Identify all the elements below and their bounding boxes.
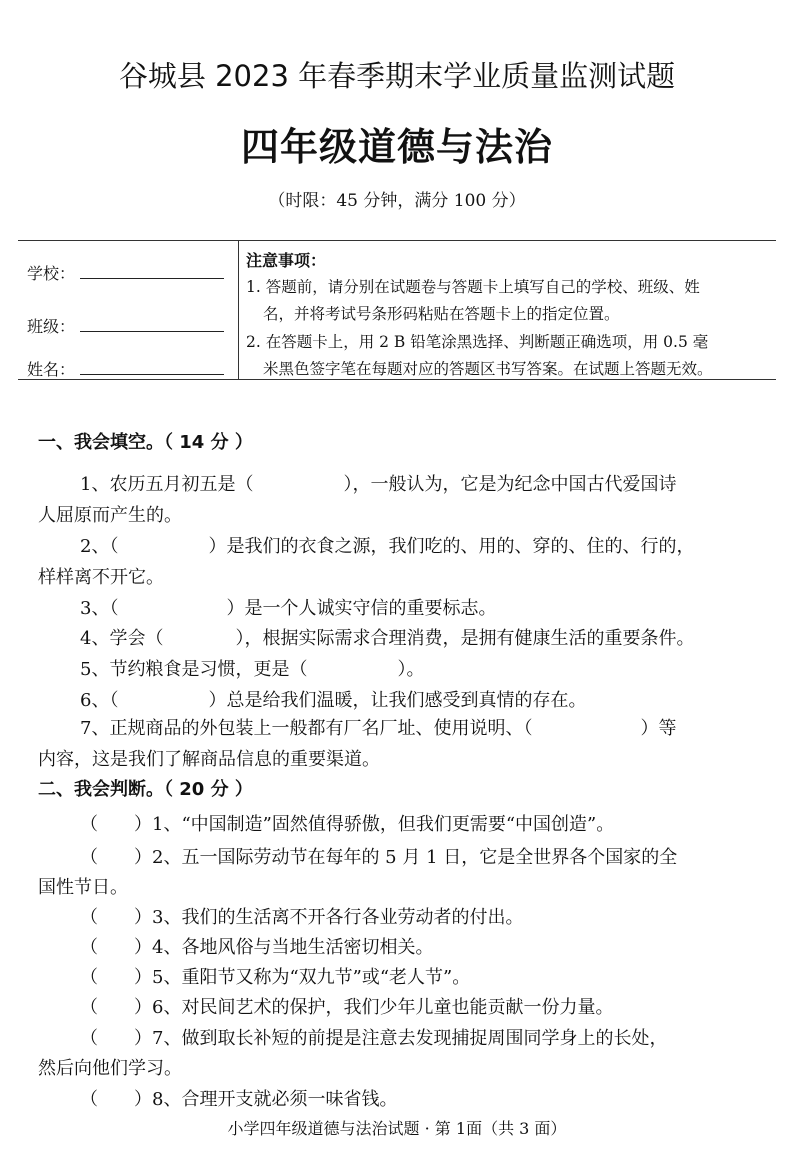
question-line: 2、（ ）是我们的衣食之源，我们吃的、用的、穿的、住的、行的，	[80, 536, 695, 557]
judgment-line: （ ）3、我们的生活离不开各行各业劳动者的付出。	[80, 907, 524, 928]
exam-title: 谷城县 2023 年春季期末学业质量监测试题	[118, 59, 676, 93]
notice-line: 1. 答题前，请分别在试题卷与答题卡上填写自己的学校、班级、姓	[246, 278, 700, 296]
question-line: 3、（ ）是一个人诚实守信的重要标志。	[80, 598, 497, 619]
name-field[interactable]	[80, 374, 224, 375]
bottom-rule	[18, 379, 776, 380]
section1-heading: 一、我会填空。（ 14 分 ）	[38, 432, 253, 453]
question-line: 5、节约粮食是习惯，更是（ ）。	[80, 659, 425, 680]
question-line: 6、（ ）总是给我们温暖，让我们感受到真情的存在。	[80, 690, 587, 711]
judgment-line: 国性节日。	[38, 877, 128, 898]
judgment-line: （ ）1、“中国制造”固然值得骄傲，但我们更需要“中国创造”。	[80, 814, 615, 835]
judgment-line: 然后向他们学习。	[38, 1058, 182, 1079]
question-line: 1、农历五月初五是（ ），一般认为，它是为纪念中国古代爱国诗	[80, 474, 677, 495]
question-line: 4、学会（ ），根据实际需求合理消费，是拥有健康生活的重要条件。	[80, 628, 695, 649]
question-line: 样样离不开它。	[38, 567, 164, 588]
question-line: 人屈原而产生的。	[38, 505, 182, 526]
judgment-line: （ ）8、合理开支就必须一味省钱。	[80, 1089, 398, 1110]
school-label: 学校：	[27, 264, 76, 283]
subject-title: 四年级道德与法治	[240, 124, 553, 169]
question-line: 7、正规商品的外包装上一般都有厂名厂址、使用说明、（ ）等	[80, 718, 677, 739]
section2-heading: 二、我会判断。（ 20 分 ）	[38, 779, 253, 800]
judgment-line: （ ）2、五一国际劳动节在每年的 5 月 1 日，它是全世界各个国家的全	[80, 847, 678, 868]
notice-line: 名，并将考试号条形码粘贴在答题卡上的指定位置。	[263, 305, 620, 323]
divider-vertical	[238, 240, 239, 379]
judgment-line: （ ）5、重阳节又称为“双九节”或“老人节”。	[80, 967, 471, 988]
judgment-line: （ ）4、各地风俗与当地生活密切相关。	[80, 937, 434, 958]
notice-line: 米黑色签字笔在每题对应的答题区书写答案。在试题上答题无效。	[263, 360, 713, 378]
judgment-line: （ ）7、做到取长补短的前提是注意去发现捕捉周围同学身上的长处，	[80, 1028, 668, 1049]
class-label: 班级：	[27, 317, 76, 336]
name-label: 姓名：	[27, 360, 76, 379]
top-rule	[18, 240, 776, 241]
page-footer: 小学四年级道德与法治试题 · 第 1面（共 3 面）	[227, 1119, 567, 1138]
notice-line: 2. 在答题卡上，用 2 B 铅笔涂黑选择、判断题正确选项，用 0.5 毫	[246, 333, 709, 351]
judgment-line: （ ）6、对民间艺术的保护，我们少年儿童也能贡献一份力量。	[80, 997, 614, 1018]
school-field[interactable]	[80, 278, 224, 279]
question-line: 内容，这是我们了解商品信息的重要渠道。	[38, 749, 380, 770]
class-field[interactable]	[80, 331, 224, 332]
time-limit: （时限：45 分钟，满分 100 分）	[268, 191, 526, 211]
notice-heading: 注意事项：	[246, 251, 327, 270]
